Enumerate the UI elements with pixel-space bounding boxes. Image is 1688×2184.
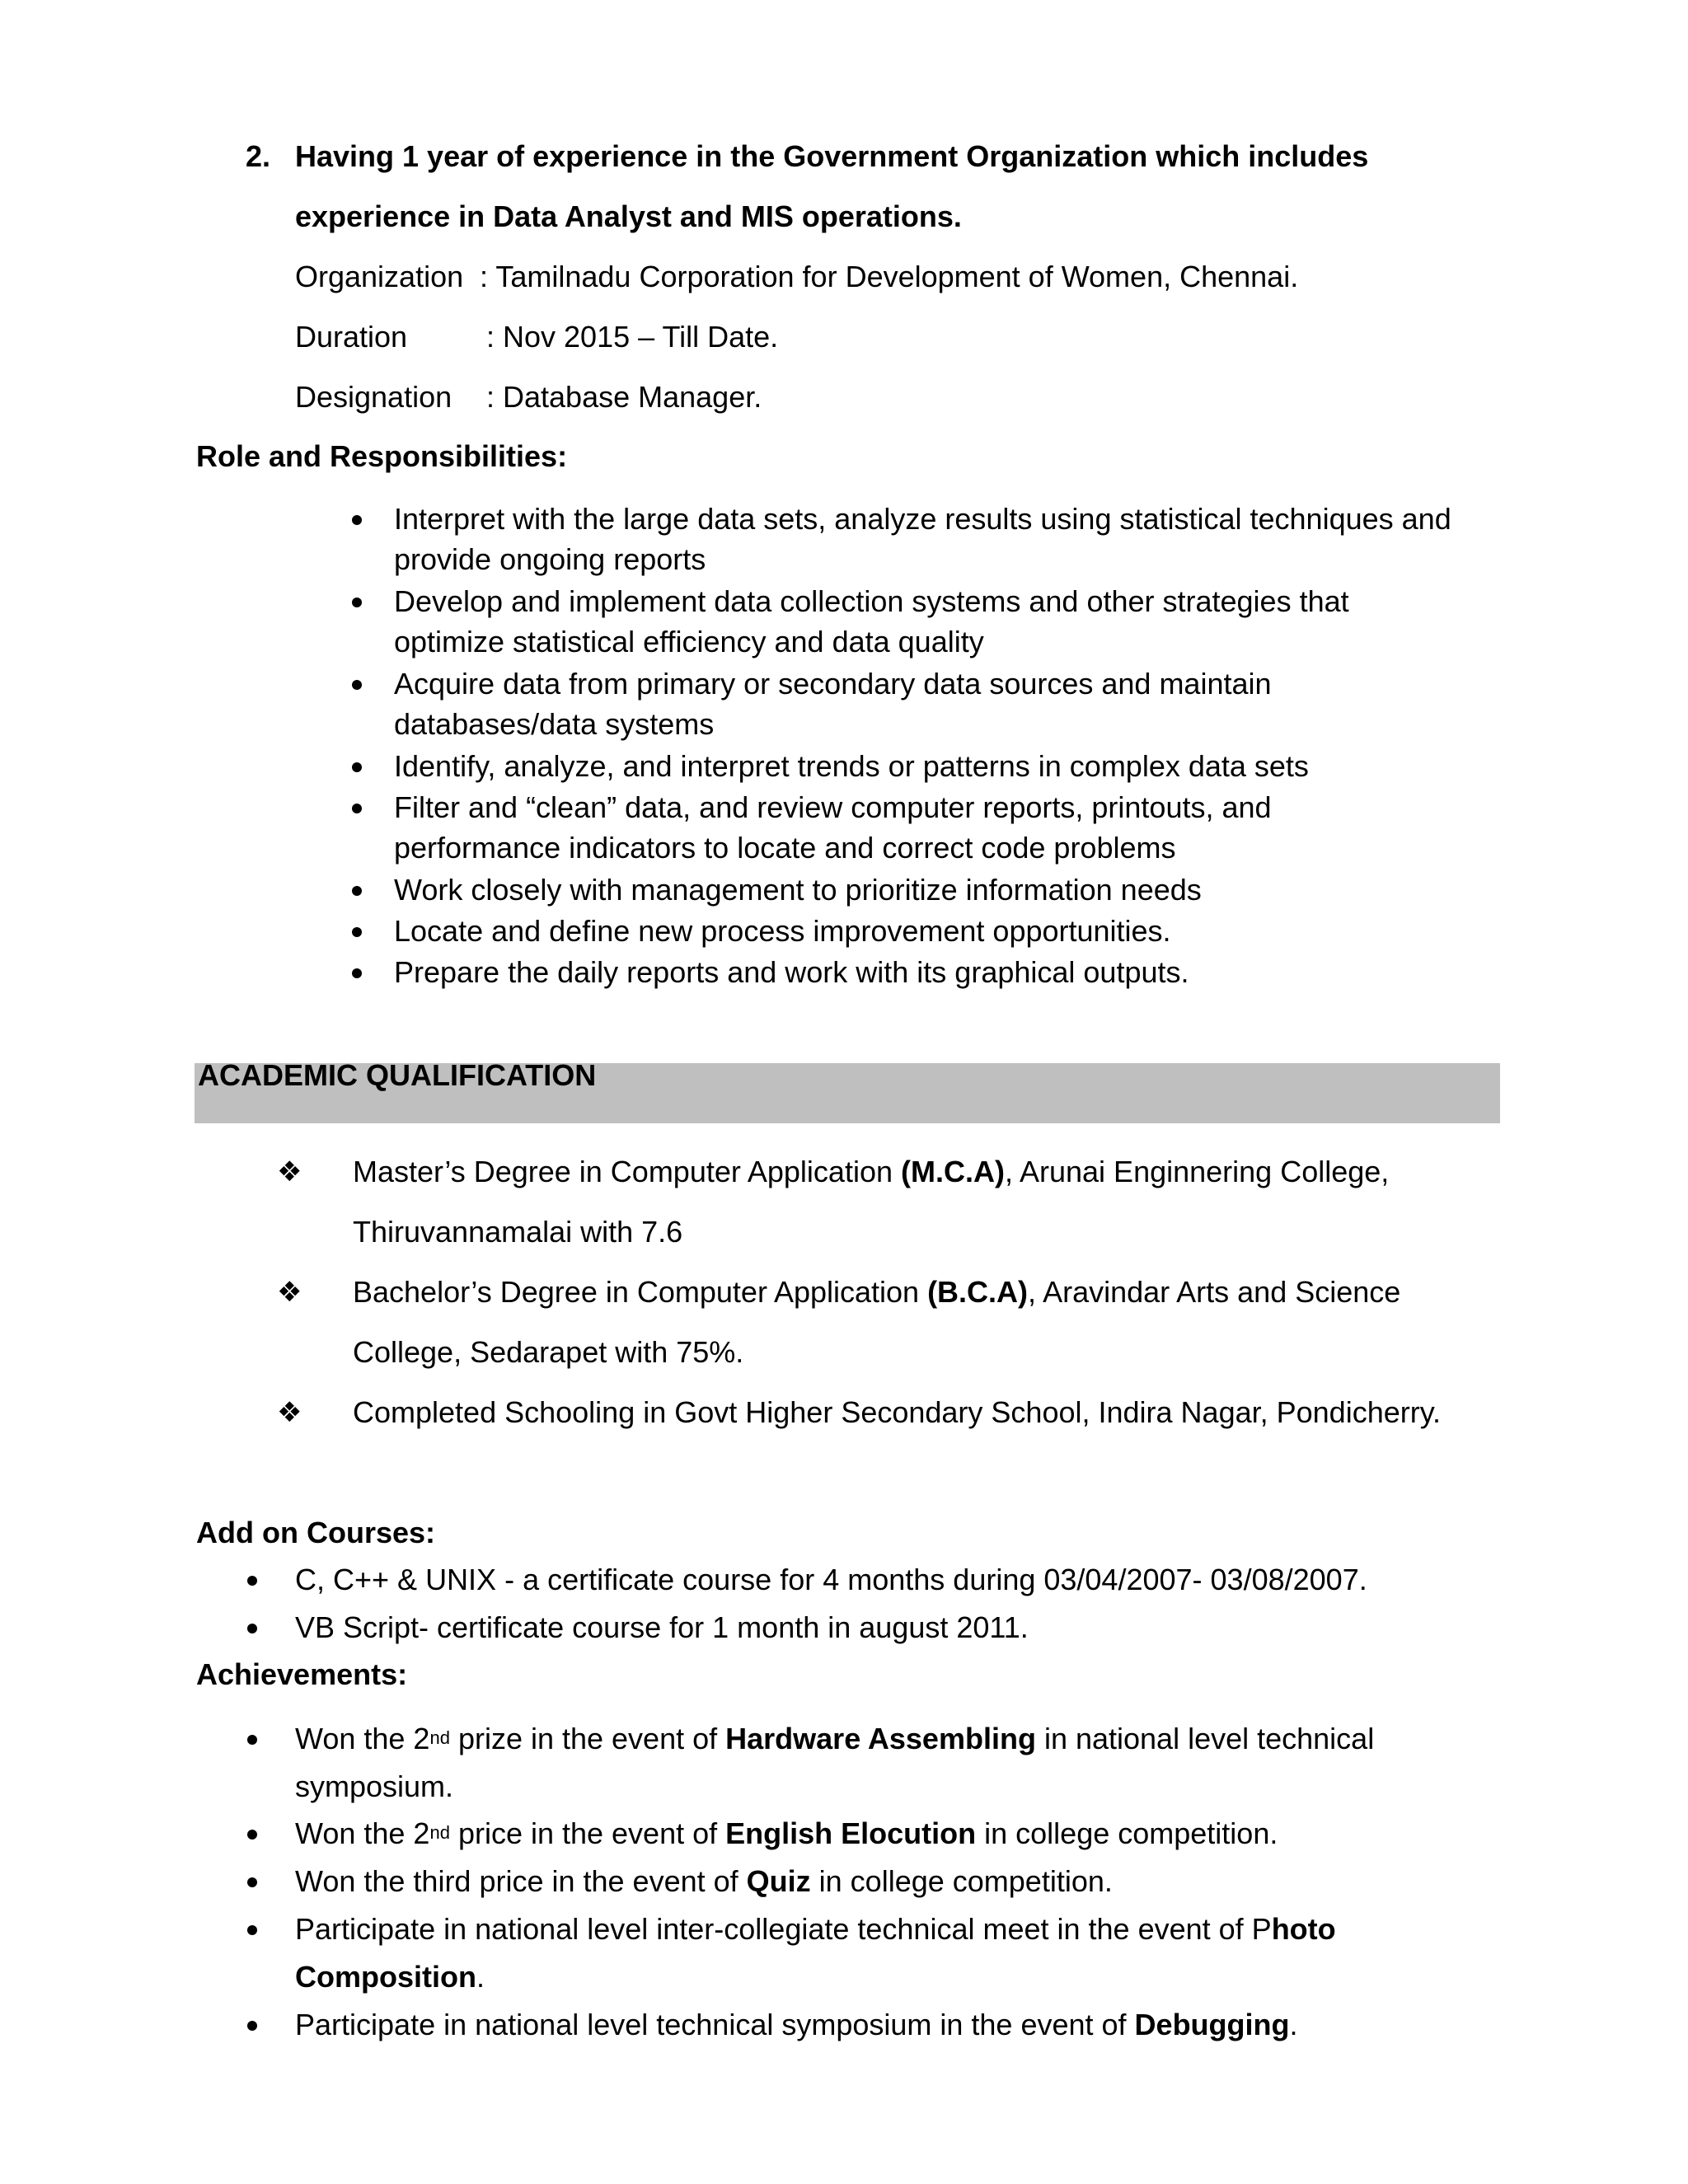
- bullet-icon: [352, 804, 362, 813]
- list-item-line: Won the 2nd price in the event of English Elocution in college competition.: [295, 1816, 1278, 1850]
- experience-heading-line1: Having 1 year of experience in the Government Organization which includes: [295, 139, 1369, 173]
- list-item-line: performance indicators to locate and correct code problems: [394, 831, 1176, 865]
- bullet-icon: [247, 1830, 257, 1840]
- list-item-line: Master’s Degree in Computer Application (M.C.A), Arunai Enginnering College,: [353, 1155, 1390, 1188]
- bullet-icon: [352, 886, 362, 896]
- list-item-line: VB Script- certificate course for 1 month in august 2011.: [295, 1610, 1029, 1644]
- bullet-icon: [352, 515, 362, 525]
- organization-label: Organization: [295, 260, 464, 293]
- bullet-icon: [247, 2021, 257, 2031]
- list-item-line: Participate in national level technical symposium in the event of Debugging.: [295, 2008, 1298, 2041]
- academic-heading: ACADEMIC QUALIFICATION: [198, 1058, 597, 1092]
- list-item-line: Thiruvannamalai with 7.6: [353, 1215, 683, 1249]
- bullet-icon: [247, 1925, 257, 1935]
- bullet-icon: [352, 927, 362, 937]
- experience-heading-line2: experience in Data Analyst and MIS operations.: [295, 199, 962, 233]
- bullet-icon: [247, 1624, 257, 1633]
- bullet-icon: [247, 1877, 257, 1887]
- list-item-line: Won the 2nd prize in the event of Hardware Assembling in national level technical: [295, 1722, 1375, 1755]
- diamond-bullet-icon: ❖: [277, 1277, 302, 1308]
- list-item-line: databases/data systems: [394, 707, 715, 741]
- list-item-line: Bachelor’s Degree in Computer Application (B.C.A), Aravindar Arts and Science: [353, 1275, 1401, 1309]
- achievements-heading: Achievements:: [196, 1657, 408, 1691]
- list-item-line: Acquire data from primary or secondary data sources and maintain: [394, 667, 1272, 701]
- duration-value: : Nov 2015 – Till Date.: [486, 320, 779, 354]
- bullet-icon: [352, 598, 362, 607]
- bullet-icon: [352, 680, 362, 690]
- list-item-line: Develop and implement data collection systems and other strategies that: [394, 584, 1349, 618]
- list-item-line: College, Sedarapet with 75%.: [353, 1335, 744, 1369]
- organization-value: : Tamilnadu Corporation for Development of Women, Chennai.: [480, 260, 1299, 293]
- courses-heading: Add on Courses:: [196, 1516, 436, 1549]
- list-item-line: symposium.: [295, 1769, 454, 1803]
- designation-value: : Database Manager.: [486, 380, 762, 414]
- list-item-line: C, C++ & UNIX - a certificate course for 4 months during 03/04/2007- 03/08/2007.: [295, 1563, 1367, 1596]
- bullet-icon: [247, 1735, 257, 1745]
- list-item-line: Interpret with the large data sets, analyze results using statistical techniques and: [394, 502, 1451, 536]
- list-item-line: Work closely with management to prioritize information needs: [394, 873, 1202, 907]
- list-item-line: Filter and “clean” data, and review computer reports, printouts, and: [394, 790, 1272, 824]
- designation-label: Designation: [295, 380, 452, 414]
- list-item-line: Locate and define new process improvement opportunities.: [394, 914, 1171, 948]
- list-item-line: Identify, analyze, and interpret trends or patterns in complex data sets: [394, 749, 1309, 783]
- diamond-bullet-icon: ❖: [277, 1397, 302, 1428]
- list-item-line: provide ongoing reports: [394, 542, 706, 576]
- experience-number: 2.: [246, 139, 271, 173]
- diamond-bullet-icon: ❖: [277, 1156, 302, 1188]
- bullet-icon: [352, 968, 362, 978]
- duration-label: Duration: [295, 320, 408, 354]
- roles-heading: Role and Responsibilities:: [196, 439, 568, 473]
- bullet-icon: [247, 1576, 257, 1586]
- list-item-line: Prepare the daily reports and work with its graphical outputs.: [394, 955, 1189, 989]
- list-item-line: Won the third price in the event of Quiz in college competition.: [295, 1864, 1113, 1898]
- list-item-line: Completed Schooling in Govt Higher Secondary School, Indira Nagar, Pondicherry.: [353, 1395, 1442, 1429]
- bullet-icon: [352, 762, 362, 772]
- list-item-line: Participate in national level inter-collegiate technical meet in the event of Photo: [295, 1912, 1336, 1946]
- list-item-line: Composition.: [295, 1960, 485, 1994]
- list-item-line: optimize statistical efficiency and data quality: [394, 625, 984, 658]
